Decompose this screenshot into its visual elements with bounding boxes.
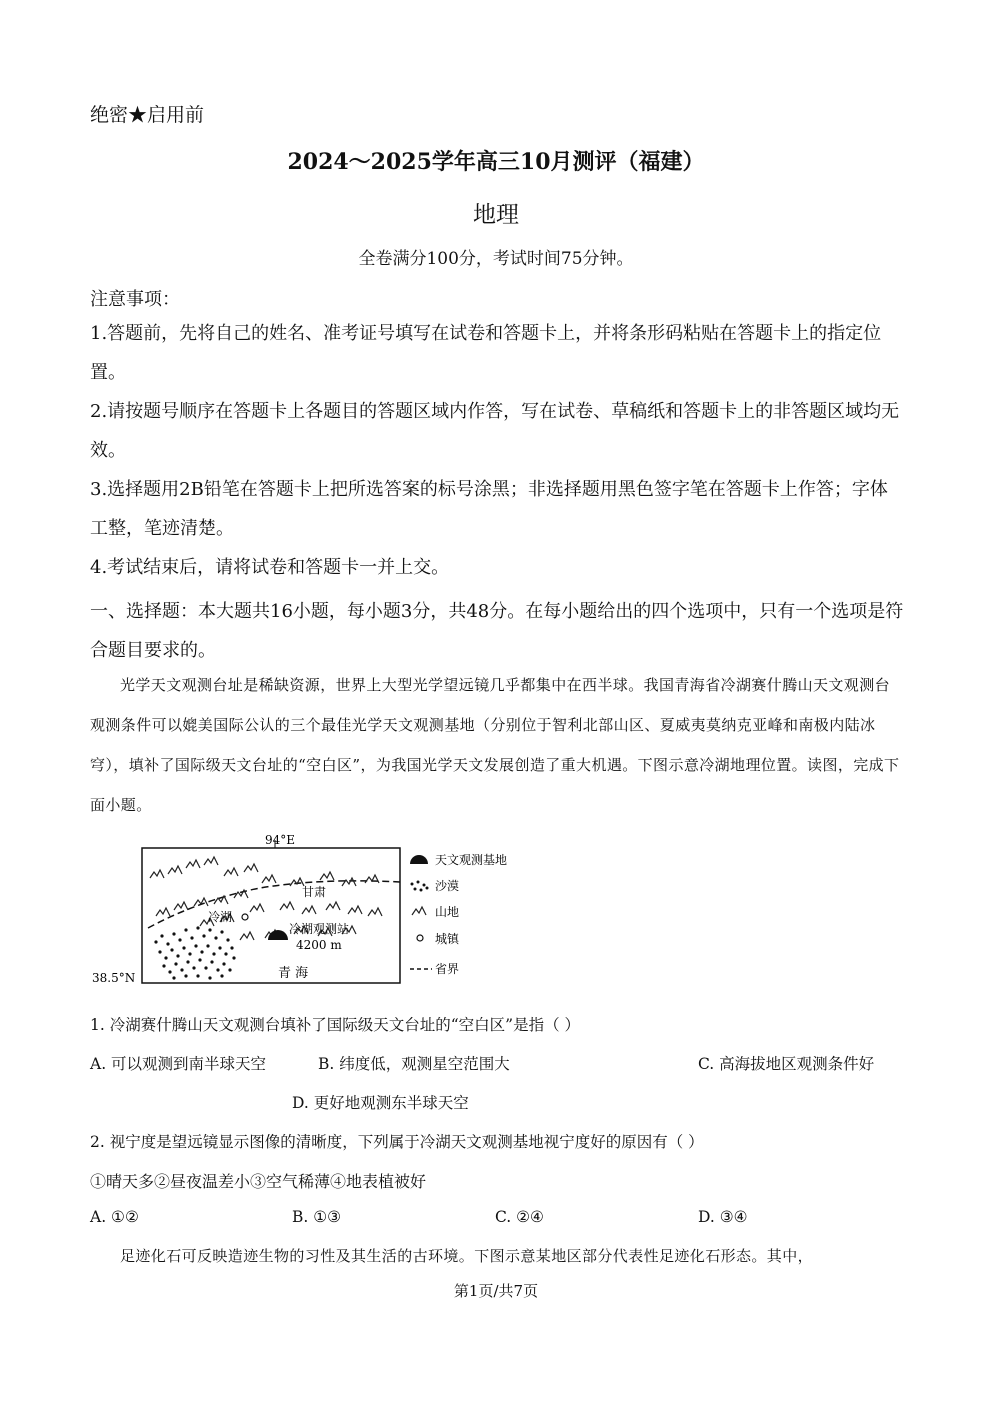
q2-option-b: B. ①③	[292, 1208, 342, 1226]
notes-heading: 注意事项：	[90, 289, 180, 310]
observatory-icon	[268, 930, 288, 940]
q1-option-a: A. 可以观测到南半球天空	[90, 1055, 267, 1073]
q2-option-a: A. ①②	[90, 1208, 139, 1226]
passage-1: 光学天文观测台址是稀缺资源，世界上大型光学望远镜几乎都集中在西半球。我国青海省冷湖赛什腾山天文观测台观测条件可以媲美国际公认的三个最佳光学天文观测基地（分别位于智利北部山区、夏威夷莫纳克亚峰和南极内陆冰穹），填补了国际级天文台址的“空白区”，为我国光学天文发展创造了重大机遇。下图示意冷湖地理位置。读图，完成下面小题。	[90, 676, 900, 814]
legend-label-desert: 沙漠	[435, 879, 460, 893]
legend-label-mountain: 山地	[435, 905, 460, 919]
passage-2: 足迹化石可反映造迹生物的习性及其生活的古环境。下图示意某地区部分代表性足迹化石形态。其中，	[120, 1247, 814, 1265]
map-legend	[410, 852, 507, 976]
question-2-stem: 2. 视宁度是望远镜显示图像的清晰度，下列属于冷湖天文观测基地视宁度好的原因有（ ）	[90, 1133, 704, 1151]
exam-title: 2024～2025学年高三10月测评（福建）	[287, 149, 705, 175]
province-gansu-label: 甘肃	[302, 885, 327, 899]
subject-title: 地理	[473, 202, 519, 228]
legend-label-boundary: 省界	[435, 962, 460, 976]
note-item-4: 4.考试结束后，请将试卷和答题卡一并上交。	[90, 557, 450, 578]
score-line: 全卷满分100分，考试时间75分钟。	[358, 249, 634, 269]
legend-label-observatory: 天文观测基地	[435, 853, 508, 867]
legend-mountain-icon	[412, 907, 426, 915]
station-elevation-label: 4200 m	[296, 938, 342, 952]
desert-area	[154, 926, 235, 979]
note-item-1: 1.答题前，先将自己的姓名、准考证号填写在试卷和答题卡上，并将条形码粘贴在答题卡上的指定位置。	[90, 323, 882, 383]
map-frame	[142, 848, 400, 983]
province-qinghai-label: 青 海	[278, 966, 309, 981]
note-item-2: 2.请按题号顺序在答题卡上各题目的答题区域内作答，写在试卷、草稿纸和答题卡上的非答题区域均无效。	[90, 401, 900, 461]
question-2-choices: ①晴天多②昼夜温差小③空气稀薄④地表植被好	[90, 1172, 427, 1191]
section-heading: 一、选择题：本大题共16小题，每小题3分，共48分。在每小题给出的四个选项中，只有一个选项是符合题目要求的。	[90, 601, 904, 661]
q2-option-d: D. ③④	[698, 1208, 748, 1226]
town-lenghu-label: 冷湖	[208, 910, 233, 924]
note-item-3: 3.选择题用2B铅笔在答题卡上把所选答案的标号涂黑；非选择题用黑色签字笔在答题卡上作答；字体工整，笔迹清楚。	[90, 479, 888, 539]
page-footer: 第1页/共7页	[453, 1282, 539, 1300]
lenghu-map	[90, 830, 550, 990]
legend-observatory-icon	[410, 855, 428, 864]
town-icon	[242, 914, 248, 920]
q1-option-d: D. 更好地观测东半球天空	[292, 1094, 469, 1112]
confidential-label: 绝密★启用前	[90, 104, 205, 126]
q1-option-b: B. 纬度低，观测星空范围大	[318, 1055, 510, 1073]
station-name-label: 冷湖观测站	[289, 922, 350, 936]
legend-town-icon	[417, 935, 423, 941]
q1-option-c: C. 高海拔地区观测条件好	[698, 1055, 875, 1073]
latitude-label: 38.5°N	[92, 971, 136, 985]
question-1-stem: 1. 冷湖赛什腾山天文观测台填补了国际级天文台址的“空白区”是指（ ）	[90, 1016, 580, 1034]
legend-label-town: 城镇	[435, 932, 460, 946]
q2-option-c: C. ②④	[495, 1208, 544, 1226]
longitude-label: 94°E	[265, 833, 296, 847]
legend-desert-icon	[411, 881, 429, 892]
